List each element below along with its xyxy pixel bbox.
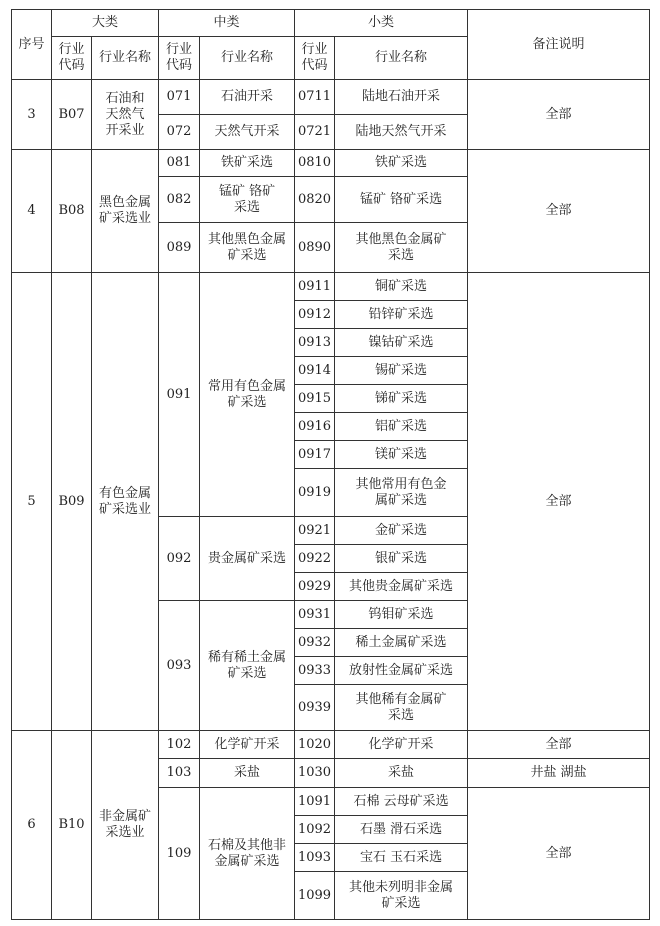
minor-code-cell: 0917 [295,441,335,469]
minor-name-cell: 锡矿采选 [335,357,468,385]
major-code-cell: B09 [52,273,92,731]
minor-code-cell: 0929 [295,573,335,601]
minor-code-cell: 1091 [295,788,335,816]
minor-name-cell: 石墨 滑石采选 [335,816,468,844]
header-middle: 中类 [159,10,295,37]
header-minor-name: 行业名称 [335,37,468,80]
mid-name-cell: 化学矿开采 [200,731,295,759]
table-row [12,150,650,177]
minor-name-cell: 其他黑色金属矿 采选 [335,223,468,273]
major-name-cell: 非金属矿 采选业 [92,731,159,920]
minor-code-cell: 0820 [295,177,335,223]
minor-code-cell: 0932 [295,629,335,657]
mid-name-cell: 贵金属矿采选 [200,517,295,601]
minor-code-cell: 1093 [295,844,335,872]
remark-cell: 全部 [468,788,650,920]
mid-code-cell: 081 [159,150,200,177]
minor-code-cell: 0913 [295,329,335,357]
minor-code-cell: 0911 [295,273,335,301]
table-row [12,731,650,759]
major-name-cell: 石油和 天然气 开采业 [92,80,159,150]
minor-name-cell: 宝石 玉石采选 [335,844,468,872]
minor-code-cell: 0919 [295,469,335,517]
major-name-cell: 黑色金属 矿采选业 [92,150,159,273]
mid-code-cell: 082 [159,177,200,223]
mid-name-cell: 天然气开采 [200,115,295,150]
seq-cell: 3 [12,80,52,150]
minor-code-cell: 0914 [295,357,335,385]
minor-name-cell: 锰矿 铬矿采选 [335,177,468,223]
mid-code-cell: 089 [159,223,200,273]
seq-cell: 4 [12,150,52,273]
mid-code-cell: 102 [159,731,200,759]
mid-code-cell: 091 [159,273,200,517]
minor-name-cell: 铝矿采选 [335,413,468,441]
minor-code-cell: 0711 [295,80,335,115]
minor-name-cell: 银矿采选 [335,545,468,573]
major-code-cell: B10 [52,731,92,920]
mid-code-cell: 093 [159,601,200,731]
minor-code-cell: 0922 [295,545,335,573]
table-row [12,273,650,301]
minor-code-cell: 0931 [295,601,335,629]
mid-code-cell: 109 [159,788,200,920]
minor-name-cell: 放射性金属矿采选 [335,657,468,685]
industry-classification-table [11,9,650,920]
header-minor: 小类 [295,10,468,37]
minor-code-cell: 0933 [295,657,335,685]
minor-name-cell: 其他未列明非金属 矿采选 [335,872,468,920]
minor-name-cell: 其他稀有金属矿 采选 [335,685,468,731]
remark-cell: 全部 [468,80,650,150]
mid-name-cell: 采盐 [200,759,295,788]
header-remarks: 备注说明 [468,10,650,80]
mid-code-cell: 071 [159,80,200,115]
mid-name-cell: 锰矿 铬矿 采选 [200,177,295,223]
minor-name-cell: 其他贵金属矿采选 [335,573,468,601]
minor-name-cell: 陆地石油开采 [335,80,468,115]
minor-name-cell: 石棉 云母矿采选 [335,788,468,816]
minor-name-cell: 铁矿采选 [335,150,468,177]
minor-code-cell: 0916 [295,413,335,441]
minor-name-cell: 锑矿采选 [335,385,468,413]
minor-code-cell: 0912 [295,301,335,329]
minor-code-cell: 0810 [295,150,335,177]
remark-cell: 全部 [468,150,650,273]
minor-name-cell: 镍钴矿采选 [335,329,468,357]
header-middle-name: 行业名称 [200,37,295,80]
mid-code-cell: 072 [159,115,200,150]
remark-cell: 全部 [468,731,650,759]
header-middle-code: 行业 代码 [159,37,200,80]
minor-name-cell: 化学矿开采 [335,731,468,759]
minor-name-cell: 钨钼矿采选 [335,601,468,629]
minor-code-cell: 1099 [295,872,335,920]
table-row [12,80,650,115]
minor-code-cell: 0921 [295,517,335,545]
minor-name-cell: 采盐 [335,759,468,788]
minor-name-cell: 其他常用有色金 属矿采选 [335,469,468,517]
major-name-cell: 有色金属 矿采选业 [92,273,159,731]
remark-cell: 井盐 湖盐 [468,759,650,788]
minor-code-cell: 1092 [295,816,335,844]
minor-code-cell: 0890 [295,223,335,273]
major-code-cell: B07 [52,80,92,150]
minor-code-cell: 1030 [295,759,335,788]
header-major-code: 行业 代码 [52,37,92,80]
minor-name-cell: 镁矿采选 [335,441,468,469]
header-seq: 序号 [12,10,52,80]
minor-code-cell: 0721 [295,115,335,150]
mid-code-cell: 103 [159,759,200,788]
mid-name-cell: 其他黑色金属 矿采选 [200,223,295,273]
minor-name-cell: 金矿采选 [335,517,468,545]
minor-name-cell: 铜矿采选 [335,273,468,301]
header-major-name: 行业名称 [92,37,159,80]
mid-code-cell: 092 [159,517,200,601]
minor-code-cell: 1020 [295,731,335,759]
header-major: 大类 [52,10,159,37]
header-row-1 [12,10,650,37]
mid-name-cell: 常用有色金属 矿采选 [200,273,295,517]
minor-name-cell: 陆地天然气开采 [335,115,468,150]
mid-name-cell: 石油开采 [200,80,295,115]
mid-name-cell: 铁矿采选 [200,150,295,177]
minor-code-cell: 0915 [295,385,335,413]
header-minor-code: 行业 代码 [295,37,335,80]
seq-cell: 6 [12,731,52,920]
minor-name-cell: 铅锌矿采选 [335,301,468,329]
mid-name-cell: 石棉及其他非 金属矿采选 [200,788,295,920]
major-code-cell: B08 [52,150,92,273]
minor-name-cell: 稀土金属矿采选 [335,629,468,657]
remark-cell: 全部 [468,273,650,731]
mid-name-cell: 稀有稀土金属 矿采选 [200,601,295,731]
minor-code-cell: 0939 [295,685,335,731]
seq-cell: 5 [12,273,52,731]
